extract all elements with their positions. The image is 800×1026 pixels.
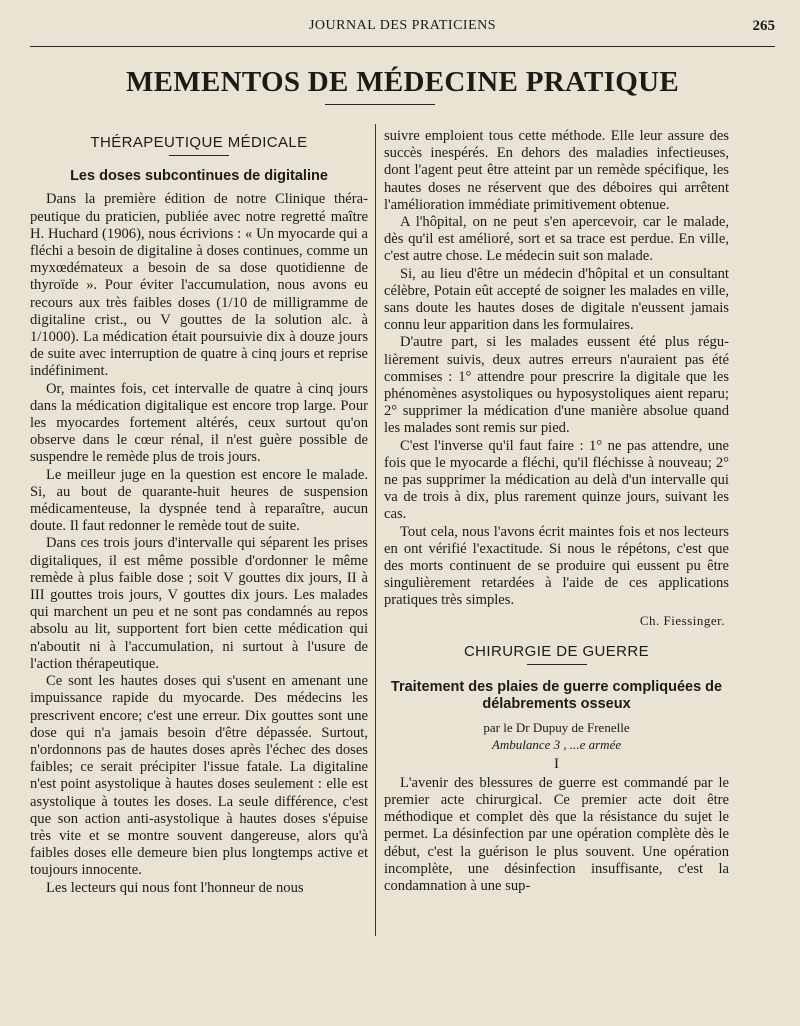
running-head [30,18,775,40]
author-signature: Ch. Fiessinger. [639,612,725,628]
title-rule [325,104,435,105]
paragraph: Dans la première édition de notre Clinique thérapeutique du praticien, publiée avec notre regretté maître H. Huchard (1906), nous écrivions : « Un myocarde qui a fléchi a besoin de digitaline à doses continues, comme un myxœdémateux a besoin de sa dose quotidienne de thyroïde ». Pour éviter l'accumulation, nous avons eu recours aux très faibles doses (1/10 de milligramme de digitaline crist., ou V gouttes de la solution alc. à 1/1000). La médication était poursuivie dix à douze jours de suite avec interruption de quatre à cinq jours et reprise indéfiniment. [30,191,368,380]
article-title-plaies: Traitement des plaies de guerre compliquées de délabrements osseux [390,679,723,713]
paragraph: Or, maintes fois, cet intervalle de quatre à cinq jours dans la médication digitalique est encore trop large. Pour les myocardes fortement altérés, ceux surtout qu'on observe dans le cœur rénal, il n'est guère possible de suspendre le remède plus de trois jours. [30,380,368,466]
paragraph: C'est l'inverse qu'il faut faire : 1° ne pas attendre, une fois que le myocarde a fléchi, qu'il fléchisse à nouveau; 2° ne pas supprimer la médication au delà d'un intervalle qui va de trois à dix, plus rarement quinze jours, suivant les cas. [384,437,729,523]
war-surgery-section [384,643,729,895]
paragraph: L'avenir des blessures de guerre est commandé par le premier acte chirurgical. Ce premier acte doit être méthodique et complet dès que la résistance du sujet le permet. La désinfection par une opération complète dès le début, c'est la guérison le plus souvent. Une opération incomplète, une désinfection insuffisante, c'est la condamnation à une sup- [384,774,729,894]
paragraph: Tout cela, nous l'avons écrit maintes fois et nos lecteurs en ont vérifié l'exactitude. Si nous le répétons, c'est que des morts continuent de se produire qui eussent pu être singulièrement retardées à l'aide de ces applications pratiques très simples. [384,523,729,609]
section-number: I [554,755,559,772]
header-rule [30,46,775,47]
paragraph: Si, au lieu d'être un médecin d'hôpital et un consultant célèbre, Potain eût accepté de soigner les malades en ville, sans doute les hautes doses de digitale n'eussent jamais connu leur apparition dans les formulaires. [384,265,729,334]
paragraph: Le meilleur juge en la question est encore le malade. Si, au bout de quarante-huit heures de suspension médicamenteuse, la dyspnée tend à reparaître, aucun doute. Il faut redonner le remède tout de suite. [30,466,368,535]
section-rule [527,664,587,665]
author-byline: par le Dr Dupuy de Frenelle [483,720,630,736]
paragraph: Les lecteurs qui nous font l'honneur de nous [46,879,304,896]
column-divider [375,124,376,936]
section-rule [169,155,229,156]
left-column [30,128,368,897]
article-title-digitaline: Les doses subcontinues de digitaline [70,168,328,185]
paragraph-continued: suivre emploient tous cette méthode. Elle leur assure des succès inespérés. En dehors des maladies infectieuses, dont l'agent peut être atteint par un remède spécifique, les hautes doses ne réservent que des déboires qui arrêtent l'amélioration immédiate primitivement obtenue. [384,128,729,213]
paragraph: Dans ces trois jours d'intervalle qui séparent les prises digitaliques, il est même possible d'ordonner le même remède à plus faible dose ; soit V gouttes dix jours, II à III gouttes trois jours, V gouttes dix jours. Les malades qui marchent un peu et ne sont pas condamnés au repos absolu au lit, supportent fort bien cette médication qui n'aboutit ni à l'accumulation, ni surtout à l'usure de l'action thérapeutique. [30,535,368,672]
right-column [384,128,729,895]
paragraph: D'autre part, si les malades eussent été plus régulièrement suivis, deux autres erreurs n'auraient pas été commises : 1° attendre pour prescrire la digitale que les phénomènes asystoliques ou hyposystoliques aient reparu; 2° supprimer la médication d'une manière absolue quand les malades sont remis sur pied. [384,334,729,437]
section-heading-therapeutique: THÉRAPEUTIQUE MÉDICALE [90,134,308,151]
page-number: 265 [752,18,775,34]
page-title: MEMENTOS DE MÉDECINE PRATIQUE [125,66,680,98]
paragraph: A l'hôpital, on ne peut s'en apercevoir, car le malade, dès qu'il est amélioré, sort et sa trace est perdue. En ville, c'est autre chose. Le médecin suit son malade. [384,214,729,265]
journal-title: JOURNAL DES PRATICIENS [308,18,497,33]
section-heading-chirurgie: CHIRURGIE DE GUERRE [463,642,650,660]
paragraph: Ce sont les hautes doses qui s'usent en amenant une impuissance rapide du myocarde. Des médecins les prescrivent encore; c'est une erreur. Dix gouttes sont une dose qui n'a jamais besoin d'être dépassée. Surtout, n'ordonnons pas de hautes doses après l'échec des doses faibles; ce serait précipiter l'issue fatale. La digitaline n'est point asystolique à hautes doses seulement : elle est asystolique à toutes les doses. La seule différence, c'est que son action anti-asystolique à hautes doses s'épuise très vite et se montre souvent dangereuse, alors qu'à faibles doses elle demeure bien plus longtemps active et toujours innocente. [30,673,368,879]
author-unit: Ambulance 3 , ...e armée [491,737,622,753]
